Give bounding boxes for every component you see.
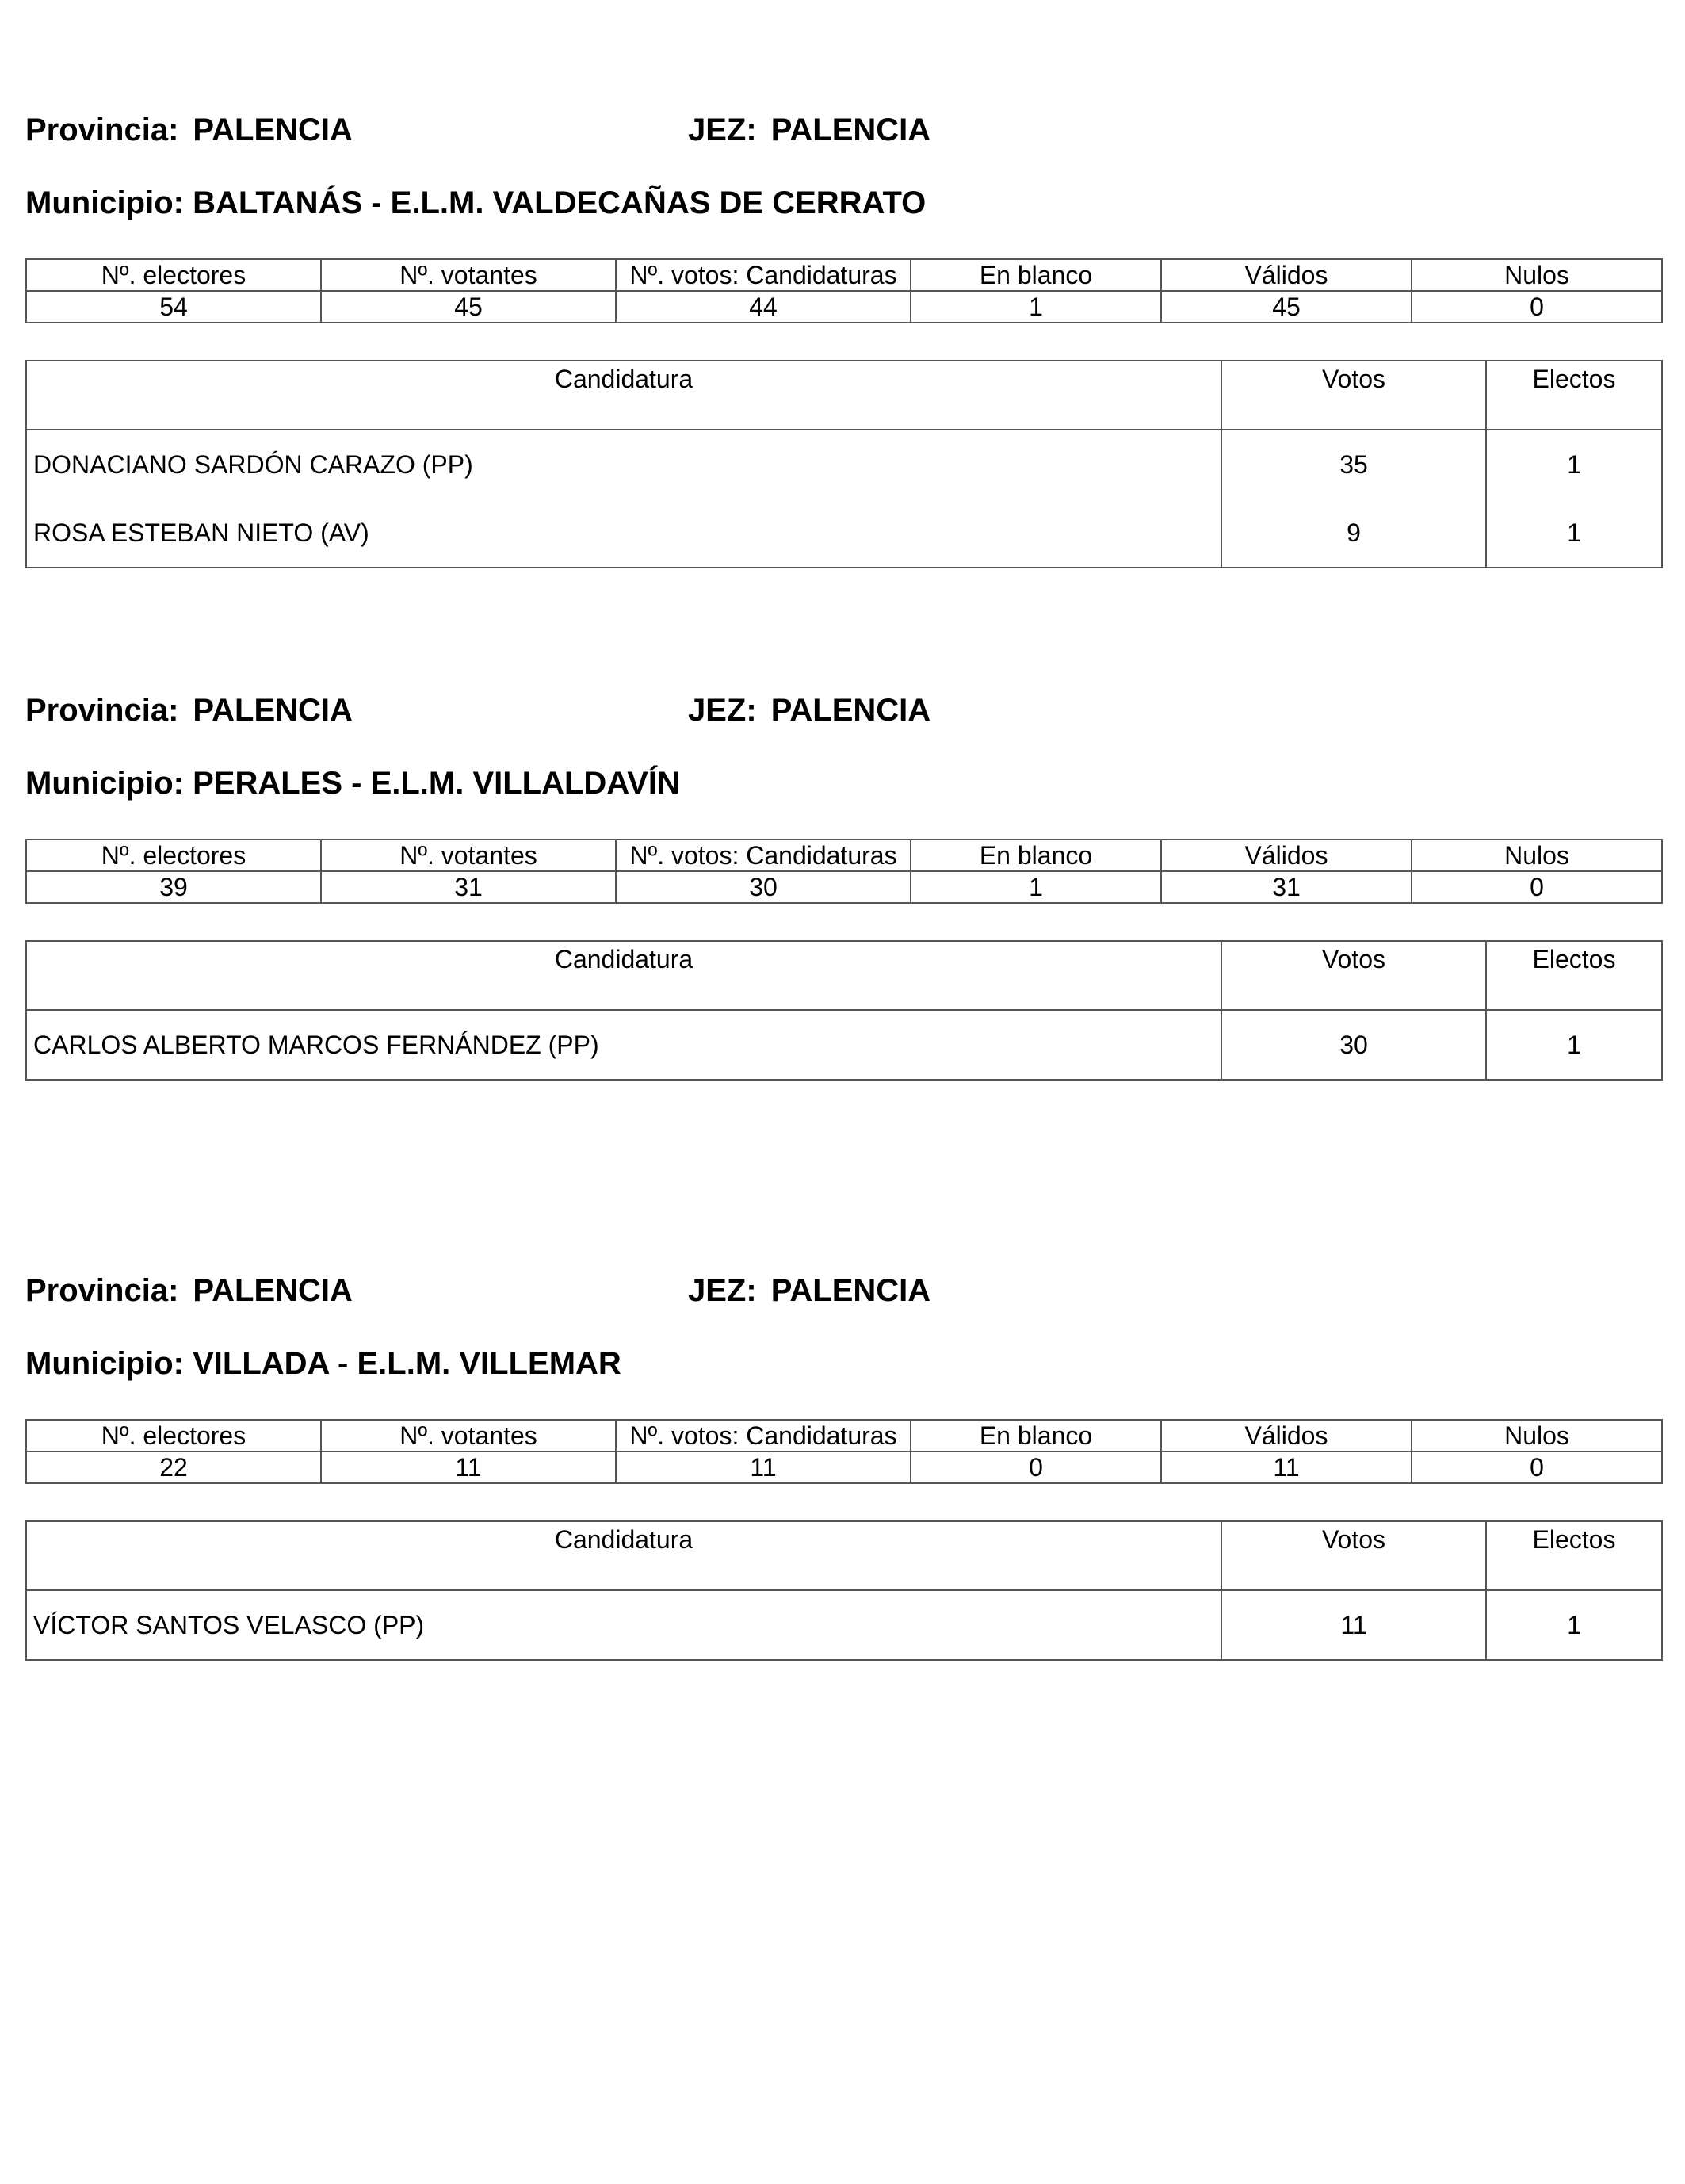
- provincia-value: PALENCIA: [193, 113, 353, 147]
- jez-field: [688, 1273, 930, 1309]
- electos-header: Electos: [1486, 1521, 1662, 1590]
- stats-value-cell: 0: [1412, 291, 1662, 323]
- stats-header-row: [26, 1420, 1662, 1452]
- candidate-row: [26, 499, 1662, 568]
- provincia-label: Provincia:: [25, 1273, 179, 1308]
- candidate-electos: 1: [1486, 499, 1662, 568]
- stats-header-cell: Nulos: [1412, 259, 1662, 291]
- stats-value-cell: 44: [616, 291, 911, 323]
- municipio-field: [25, 766, 1661, 813]
- candidate-name: VÍCTOR SANTOS VELASCO (PP): [26, 1590, 1221, 1660]
- stats-value-cell: 31: [321, 871, 616, 903]
- stats-header-cell: Nº. electores: [26, 840, 321, 871]
- candidatura-header: Candidatura: [26, 1521, 1221, 1590]
- electos-header: Electos: [1486, 941, 1662, 1010]
- jez-value: PALENCIA: [770, 693, 931, 728]
- candidate-name: DONACIANO SARDÓN CARAZO (PP): [26, 430, 1221, 499]
- candidate-name: CARLOS ALBERTO MARCOS FERNÁNDEZ (PP): [26, 1010, 1221, 1080]
- candidate-row: [26, 1010, 1662, 1080]
- municipio-field: [25, 1346, 1661, 1394]
- stats-value-cell: 1: [911, 871, 1161, 903]
- provincia-field: [25, 113, 353, 148]
- votos-header: Votos: [1221, 361, 1486, 430]
- stats-value-row: [26, 291, 1662, 323]
- municipio-value: BALTANÁS - E.L.M. VALDECAÑAS DE CERRATO: [193, 186, 927, 220]
- provincia-label: Provincia:: [25, 693, 179, 728]
- stats-value-cell: 11: [1161, 1452, 1412, 1483]
- stats-header-cell: En blanco: [911, 1420, 1161, 1452]
- candidate-name: ROSA ESTEBAN NIETO (AV): [26, 499, 1221, 568]
- stats-header-cell: Nº. votos: Candidaturas: [616, 259, 911, 291]
- candidates-header-row: [26, 361, 1662, 430]
- stats-header-cell: Nº. votantes: [321, 1420, 616, 1452]
- candidates-header-row: [26, 1521, 1662, 1590]
- jez-label: JEZ:: [688, 693, 757, 728]
- stats-value-cell: 45: [1161, 291, 1412, 323]
- jez-field: [688, 693, 930, 729]
- candidate-electos: 1: [1486, 1010, 1662, 1080]
- jez-value: PALENCIA: [770, 1273, 931, 1308]
- electos-header: Electos: [1486, 361, 1662, 430]
- candidates-header-row: [26, 941, 1662, 1010]
- municipio-label: Municipio:: [25, 766, 184, 801]
- stats-header-cell: Nº. votos: Candidaturas: [616, 840, 911, 871]
- stats-value-cell: 45: [321, 291, 616, 323]
- stats-table: [25, 258, 1663, 323]
- candidate-votos: 35: [1221, 430, 1486, 499]
- candidates-table: [25, 940, 1663, 1081]
- candidate-row: [26, 430, 1662, 499]
- stats-value-cell: 30: [616, 871, 911, 903]
- municipio-value: PERALES - E.L.M. VILLALDAVÍN: [193, 766, 680, 801]
- stats-header-cell: Nº. electores: [26, 1420, 321, 1452]
- provincia-field: [25, 693, 353, 729]
- stats-header-cell: Válidos: [1161, 1420, 1412, 1452]
- jez-field: [688, 113, 930, 148]
- candidates-table: [25, 360, 1663, 568]
- candidate-votos: 9: [1221, 499, 1486, 568]
- stats-value-cell: 39: [26, 871, 321, 903]
- section-header: [25, 113, 1661, 160]
- stats-header-cell: Nº. electores: [26, 259, 321, 291]
- stats-header-row: [26, 840, 1662, 871]
- stats-value-row: [26, 1452, 1662, 1483]
- stats-value-cell: 1: [911, 291, 1161, 323]
- section-header: [25, 693, 1661, 740]
- candidatura-header: Candidatura: [26, 361, 1221, 430]
- stats-header-cell: Nº. votos: Candidaturas: [616, 1420, 911, 1452]
- jez-label: JEZ:: [688, 113, 757, 147]
- votos-header: Votos: [1221, 1521, 1486, 1590]
- stats-value-cell: 0: [1412, 1452, 1662, 1483]
- candidate-electos: 1: [1486, 430, 1662, 499]
- provincia-label: Provincia:: [25, 113, 179, 147]
- section-header: [25, 1273, 1661, 1321]
- jez-value: PALENCIA: [770, 113, 931, 147]
- stats-header-cell: Nulos: [1412, 840, 1662, 871]
- municipio-label: Municipio:: [25, 186, 184, 220]
- municipality-section: [25, 1273, 1661, 1661]
- stats-value-row: [26, 871, 1662, 903]
- candidate-votos: 30: [1221, 1010, 1486, 1080]
- provincia-value: PALENCIA: [193, 693, 353, 728]
- stats-header-row: [26, 259, 1662, 291]
- stats-header-cell: Válidos: [1161, 840, 1412, 871]
- jez-label: JEZ:: [688, 1273, 757, 1308]
- stats-value-cell: 54: [26, 291, 321, 323]
- municipio-value: VILLADA - E.L.M. VILLEMAR: [193, 1346, 621, 1381]
- stats-table: [25, 1419, 1663, 1484]
- stats-header-cell: Nulos: [1412, 1420, 1662, 1452]
- stats-value-cell: 0: [911, 1452, 1161, 1483]
- votos-header: Votos: [1221, 941, 1486, 1010]
- provincia-value: PALENCIA: [193, 1273, 353, 1308]
- stats-header-cell: En blanco: [911, 259, 1161, 291]
- candidatura-header: Candidatura: [26, 941, 1221, 1010]
- candidate-electos: 1: [1486, 1590, 1662, 1660]
- candidate-votos: 11: [1221, 1590, 1486, 1660]
- stats-value-cell: 11: [321, 1452, 616, 1483]
- candidates-table: [25, 1520, 1663, 1661]
- provincia-field: [25, 1273, 353, 1309]
- municipality-section: [25, 113, 1661, 568]
- municipio-label: Municipio:: [25, 1346, 184, 1381]
- stats-header-cell: En blanco: [911, 840, 1161, 871]
- stats-header-cell: Nº. votantes: [321, 259, 616, 291]
- stats-value-cell: 11: [616, 1452, 911, 1483]
- candidate-row: [26, 1590, 1662, 1660]
- stats-header-cell: Válidos: [1161, 259, 1412, 291]
- stats-table: [25, 839, 1663, 904]
- stats-value-cell: 0: [1412, 871, 1662, 903]
- stats-header-cell: Nº. votantes: [321, 840, 616, 871]
- stats-value-cell: 31: [1161, 871, 1412, 903]
- municipality-section: [25, 693, 1661, 1081]
- municipio-field: [25, 186, 1661, 233]
- stats-value-cell: 22: [26, 1452, 321, 1483]
